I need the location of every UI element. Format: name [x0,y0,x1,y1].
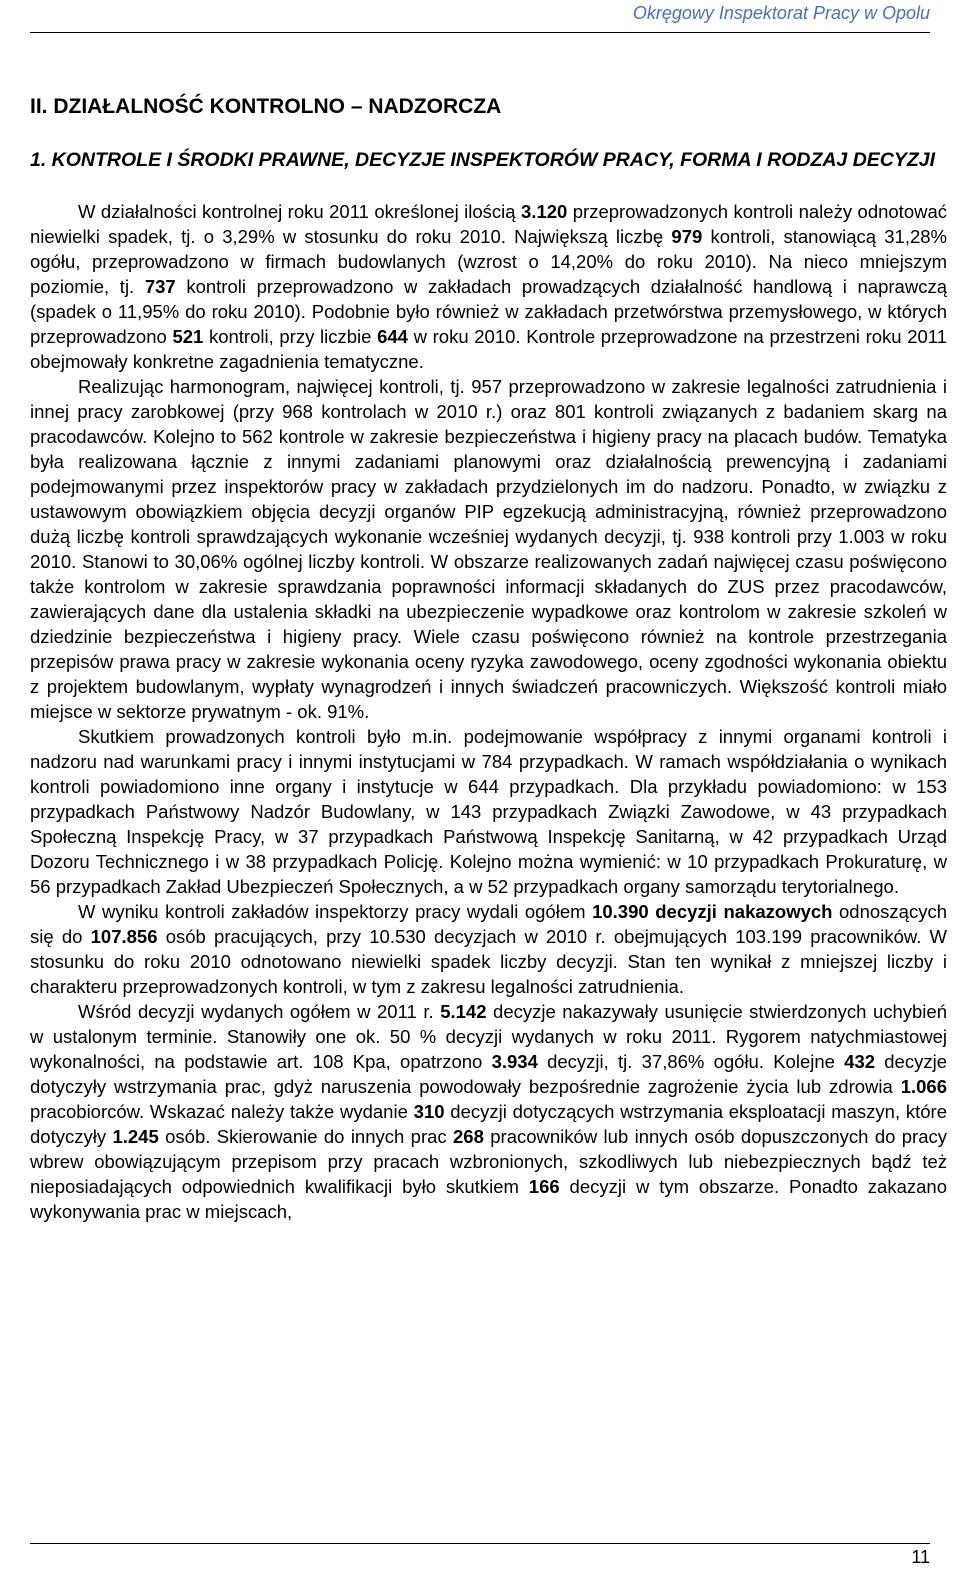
text-run: Wśród decyzji wydanych ogółem w 2011 r. [78,1001,441,1022]
text-run: kontroli, przy liczbie [203,326,378,347]
text-run: decyzje nakazywały usunięcie stwierdzonych uchybień w ustalonym terminie. Stanowiły one ok. 50 % decyzji wydanych w roku 2011. Rygorem natychmiastowej wykonalności, na podstawie art. 108 Kpa, opatrzono [30,1001,947,1072]
text-run: W działalności kontrolnej roku 2011 określonej ilością [78,201,522,222]
bold-text-run: 3.934 [491,1051,538,1072]
bold-text-run: 5.142 [440,1001,487,1022]
bold-text-run: 166 [528,1176,560,1197]
bold-text-run: 268 [453,1126,484,1147]
text-run: decyzji, tj. 37,86% ogółu. Kolejne [537,1051,845,1072]
section-title: II. DZIAŁALNOŚĆ KONTROLNO – NADZORCZA [30,95,502,118]
text-run: W wyniku kontroli zakładów inspektorzy pracy wydali ogółem [78,901,593,922]
page-header [30,0,930,33]
bold-text-run: 979 [671,226,703,247]
text-run: pracobiorców. Wskazać należy także wydanie [30,1101,414,1122]
text-run: osób pracujących, przy 10.530 decyzjach w 2010 r. obejmujących 103.199 pracowników. W stosunku do roku 2010 odnotowano niewielki spadek liczby decyzji. Stan ten wynikał z mniejszej liczby i charakteru przeprowadzonych kontroli, w tym z zakresu legalności zatrudnienia. [30,926,947,997]
page-content [30,94,947,1224]
text-run: decyzje dotyczyły wstrzymania prac, gdyż naruszenia powodowały bezpośrednie zagrożenie życia lub zdrowia [30,1051,947,1097]
footer-divider [30,1543,930,1544]
bold-text-run: 310 [413,1101,445,1122]
bold-text-run: 644 [377,326,408,347]
bold-text-run: 1.066 [900,1076,947,1097]
bold-text-run: 432 [844,1051,876,1072]
text-run: Skutkiem prowadzonych kontroli było m.in. podejmowanie współpracy z innymi organami kontroli i nadzoru nad warunkami pracy i innymi instytucjami w 784 przypadkach. W ramach współdziałania o wynikach kontroli powiadomiono inne organy i instytucje w 644 przypadkach. Dla przykładu powiadomiono: w 153 przypadkach Państwowy Nadzór Budowlany, w 143 przypadkach Związki Zawodowe, w 43 przypadkach Społeczną Inspekcję Pracy, w 37 przypadkach Państwową Inspekcję Sanitarną, w 42 przypadkach Urząd Dozoru Technicznego i w 38 przypadkach Policję. Kolejno można wymienić: w 10 przypadkach Prokuraturę, w 56 przypadkach Zakład Ubezpieczeń Społecznych, a w 52 przypadkach organy samorządu terytorialnego. [30,726,947,897]
bold-text-run: 521 [172,326,204,347]
text-run: odnoszących się do [30,901,948,947]
paragraph [30,724,947,899]
page-footer [30,1523,930,1567]
text-run: w roku 2010. Kontrole przeprowadzone na przestrzeni roku 2011 obejmowały konkretne zagadnienia tematyczne. [30,326,947,372]
page-number: 11 [911,1547,930,1567]
text-run: Realizując harmonogram, najwięcej kontroli, tj. 957 przeprowadzono w zakresie legalności zatrudnienia i innej pracy zarobkowej (przy 968 kontrolach w 2010 r.) oraz 801 kontroli związanych z badaniem skarg na pracodawców. Kolejno to 562 kontrole w zakresie bezpieczeństwa i higieny pracy na placach budów. Tematyka była realizowana łącznie z innymi zadaniami planowymi oraz działalnością prewencyjną i zadaniami podejmowanymi przez inspektorów pracy w zakładach przydzielonych im do nadzoru. Ponadto, w związku z ustawowym obowiązkiem objęcia decyzji organów PIP egzekucją administracyjną, również przeprowadzono dużą liczbę kontroli sprawdzających wykonanie wcześniej wydanych decyzji, tj. 938 kontroli przy 1.003 w roku 2010. Stanowi to 30,06% ogólnej liczby kontroli. W obszarze realizowanych zadań najwięcej czasu poświęcono także kontrolom w zakresie sprawdzania poprawności informacji składanych do ZUS przez pracodawców, zawierających dane dla ustalenia składki na ubezpieczenie wypadkowe oraz kontrolom w zakresie szkoleń w dziedzinie bezpieczeństwa i higieny pracy. Wiele czasu poświęcono również na kontrole przestrzegania przepisów prawa pracy w zakresie wykonania oceny ryzyka zawodowego, oceny zgodności wykonania obiektu z projektem budowlanym, wypłaty wynagrodzeń i innych świadczeń pracowniczych. Większość kontroli miało miejsce w sektorze prywatnym - ok. 91%. [30,376,947,722]
header-title: Okręgowy Inspektorat Pracy w Opolu [632,3,930,23]
bold-text-run: 3.120 [521,201,568,222]
body-text [30,199,947,1224]
text-run: pracowników lub innych osób dopuszczonych do pracy wbrew obowiązującym przepisom przy pracach wzbronionych, szkodliwych lub niebezpiecznych bądź też nieposiadających odpowiednich kwalifikacji było skutkiem [30,1126,947,1197]
section-subtitle: 1. KONTROLE I ŚRODKI PRAWNE, DECYZJE INSPEKTORÓW PRACY, FORMA I RODZAJ DECYZJI [30,149,936,171]
paragraph [30,374,947,724]
text-run: przeprowadzonych kontroli należy odnotować niewielki spadek, tj. o 3,29% w stosunku do roku 2010. Największą liczbę [30,201,948,247]
bold-text-run: 737 [144,276,176,297]
paragraph [30,999,947,1224]
text-run: kontroli przeprowadzono w zakładach prowadzących działalność handlową i naprawczą (spadek o 11,95% do roku 2010). Podobnie było również w zakładach przetwórstwa przemysłowego, w których przeprowadzono [30,276,947,347]
paragraph [30,199,947,374]
text-run: kontroli, stanowiącą 31,28% ogółu, przeprowadzono w firmach budowlanych (wzrost o 14,20% do roku 2010). Na nieco mniejszym poziomie, tj. [30,226,947,297]
text-run: osób. Skierowanie do innych prac [158,1126,454,1147]
bold-text-run: 1.245 [112,1126,159,1147]
text-run: decyzji dotyczących wstrzymania eksploatacji maszyn, które dotyczyły [30,1101,947,1147]
bold-text-run: 107.856 [90,926,158,947]
paragraph [30,899,947,999]
text-run: decyzji w tym obszarze. Ponadto zakazano wykonywania prac w miejscach, [30,1176,948,1222]
bold-text-run: 10.390 decyzji nakazowych [592,901,833,922]
